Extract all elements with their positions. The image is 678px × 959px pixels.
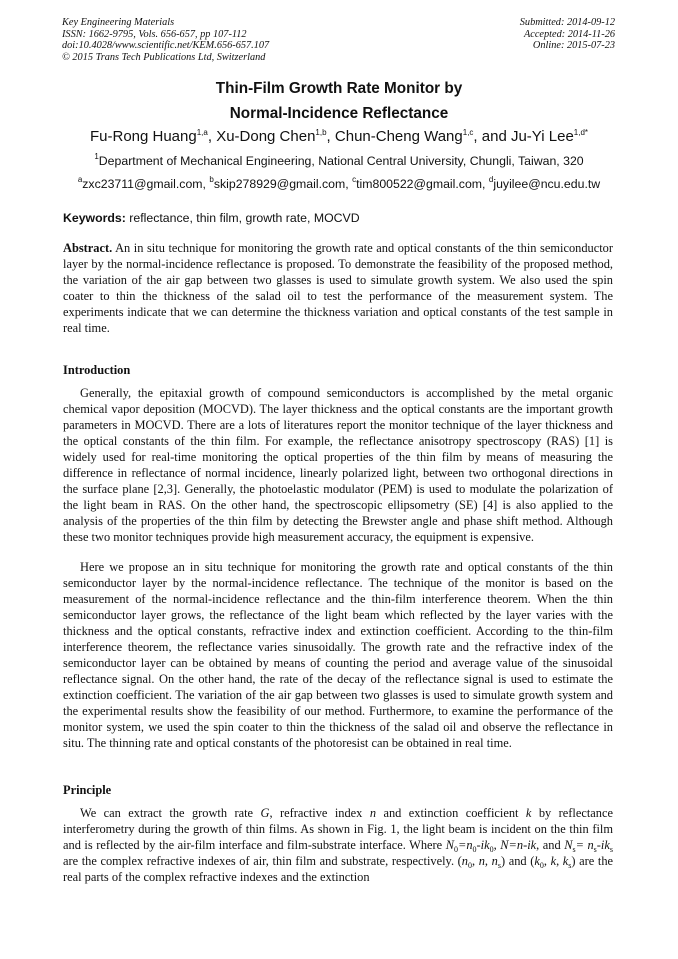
journal-name: Key Engineering Materials	[62, 17, 175, 28]
author-sup: 1,b	[315, 128, 327, 137]
abstract-text: An in situ technique for monitoring the growth rate and optical constants of the thin semiconductor layer by the normal-incidence reflectance is proposed. To demonstrate the feasibility of the proposed method, the variation of the air gap between two glasses is used to simulate growth system. We also used the spin coater to thin the thickness of the salad oil to test the performance of the measurement system. The experiments indicate that we can determine the thickness variation and optical constants of the test sample in real time.	[63, 241, 613, 335]
author-sup: 1,a	[196, 128, 208, 137]
email-sup: a	[77, 175, 83, 184]
issn: ISSN: 1662-9795, Vols. 656-657, pp 107-112	[62, 28, 247, 40]
submitted-date: Submitted: 2014-09-12	[519, 17, 615, 28]
author-sup: 1,d*	[573, 128, 589, 137]
affiliation-text: Department of Mechanical Engineering, National Central University, Chungli, Taiwan, 320	[98, 154, 584, 168]
affiliation-sup: 1	[94, 152, 99, 161]
author-name: Xu-Dong Chen	[216, 128, 316, 145]
intro-paragraph-2: Here we propose an in situ technique for monitoring the growth rate and optical constants of the thin semiconductor layer by the normal-incidence reflectance. The technique of the monitor is based on the measurement of the normal-incidence reflectance and the thin-film interference theorem. When the thin semiconductor layer grows, the reflectance of the light beam which reflected by the layer varies with the thickness and the optical constants, refractive index and extinction coefficient. According to the thin-film interference theorem, the reflectance varies sinusoidally. The growth rate and the refractive index of the semiconductor layer can be obtained by means of counting the period and average value of the sinusoidal reflectance signal. On the other hand, the rate of the decay of the reflectance signal is used to estimate the extinction coefficient. The variation of the air gap between two glasses is used to simulate growth system and the experimental results show the feasibility of our method. Furthermore, to examine the performance of the monitor system, we used the spin coater to thin the thickness of the salad oil and observe the reflectance in situ. The thinning rate and optical constants of the photoresist can be obtained in real time.	[63, 560, 613, 750]
email-link[interactable]: zxc23711@gmail.com	[82, 177, 203, 191]
dates-info	[520, 17, 615, 52]
affiliation	[0, 154, 678, 168]
abstract	[63, 240, 613, 336]
email-link[interactable]: skip278929@gmail.com	[213, 177, 346, 191]
intro-paragraph-1: Generally, the epitaxial growth of compound semiconductors is accomplished by the metal organic chemical vapor deposition (MOCVD). The layer thickness and the optical constants are the important growth parameters in MOCVD. There are a lots of literatures report the monitor technique of the layer thickness and the optical constants of the thin film. For example, the reflectance anisotropy spectroscopy (RAS) [1] is widely used for real-time monitoring the optical properties of the thin film by means of measuring the difference in reflectance of normal incidence, linearly polarized light, between two orthogonal directions in the surface plane [2,3]. Generally, the photoelastic modulator (PEM) is used to modulate the polarization of the light beam in RAS. On the other hand, the spectroscopic ellipsometry (SE) [4] is also applied to the analysis of the properties of the thin film by detecting the Brewster angle and phase shift method. Although these two monitor techniques provide high measurement accuracy, the equipment is expensive.	[63, 386, 613, 544]
email-sup: d	[488, 175, 494, 184]
section-heading-principle: Principle	[63, 783, 112, 797]
paper-title-line2: Normal-Incidence Reflectance	[229, 105, 449, 122]
author-name: Fu-Rong Huang	[89, 128, 197, 145]
email-link[interactable]: juyilee@ncu.edu.tw	[493, 177, 601, 191]
abstract-label: Abstract.	[63, 241, 113, 255]
doi: doi:10.4028/www.scientific.net/KEM.656-657.107	[62, 40, 270, 52]
principle-paragraph: We can extract the growth rate G, refractive index n and extinction coefficient k by reflectance interferometry during the growth of thin films. As shown in Fig. 1, the light beam is incident on the thin film and is reflected by the air-film interface and film-substrate interface. Where $N_0=n_0-ik_0$, N=n-ik, and $N_s= n_s-ik_s$ are the complex refractive indexes of air, thin film and substrate, respectively. ($n_0$, n, $n_s$) and ($k_0$, k, $k_s$) are the real parts of the complex refractive indexes and the extinction	[63, 806, 614, 884]
keywords	[63, 211, 360, 225]
section-heading-introduction: Introduction	[63, 363, 131, 377]
author-and: and	[481, 128, 507, 145]
accepted-date: Accepted: 2014-11-26	[523, 28, 615, 40]
journal-info	[62, 17, 269, 63]
online-date: Online: 2015-07-23	[532, 40, 615, 52]
author-sup: 1,c	[462, 128, 474, 137]
keywords-label: Keywords:	[63, 211, 126, 225]
paper-title-line1: Thin-Film Growth Rate Monitor by	[215, 80, 463, 97]
keywords-text: reflectance, thin film, growth rate, MOCVD	[129, 211, 360, 225]
email-list: $^a$zxc23711@gmail.com, $^b$skip278929@gmail.com, $^c$tim800522@gmail.com, $^d$juyilee@ncu.edu.tw	[77, 175, 601, 191]
email-sup: b	[209, 175, 214, 184]
author-name: Chun-Cheng Wang	[334, 128, 463, 145]
author-list: Fu-Rong Huang$^{1,a}$, Xu-Dong Chen$^{1,b}$, Chun-Cheng Wang$^{1,c}$, and Ju-Yi Lee$^{1,d*}$	[89, 128, 589, 145]
copyright: © 2015 Trans Tech Publications Ltd, Switzerland	[62, 51, 266, 63]
author-name: Ju-Yi Lee	[510, 128, 574, 145]
email-sup: c	[352, 175, 357, 184]
email-link[interactable]: tim800522@gmail.com	[356, 177, 483, 191]
